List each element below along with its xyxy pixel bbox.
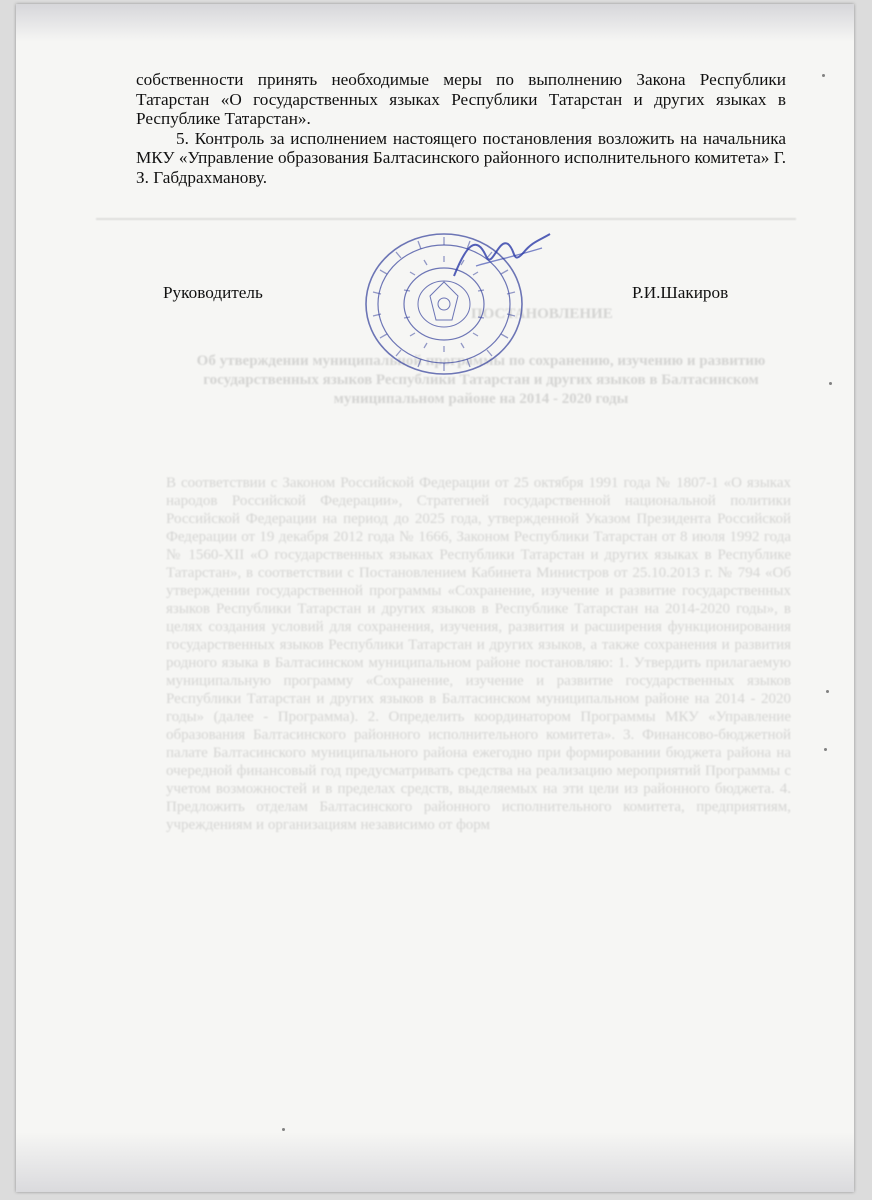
document-page — [16, 4, 854, 1192]
bleed-through-title: ПОСТАНОВЛЕНИЕ — [471, 306, 613, 322]
bleed-through-heading: Об утверждении муниципальной программы по сохранению, изучению и развитию государственных языков Республики Татарстан и других языков в Балтасинском муниципальном районе на 2014 - 2020 годы — [196, 353, 766, 407]
scan-shadow-top — [16, 4, 854, 42]
paragraph-continuation: собственности принять необходимые меры по выполнению Закона Республики Татарстан «О государственных языках Республики Татарстан и других языках в Республике Татарстан». — [136, 70, 786, 128]
bleed-through-body: В соответствии с Законом Российской Федерации от 25 октября 1991 года № 1807-1 «О языках народов Российской Федерации», Стратегией государственной национальной политики Российской Федерации на период до 2025 года, утвержденной Указом Президента Российской Федерации от 19 декабря 2012 года № 1666, Законом Республики Татарстан от 8 июля 1992 года № 1560-XII «О государственных языках Республики Татарстан и других языках в Республике Татарстан», в соответствии с Постановлением Кабинета Министров от 25.10.2013 г. № 794 «Об утверждении государственной программы «Сохранение, изучение и развитие государственных языков Республики Татарстан и других языков в Республике Татарстан на 2014-2020 годы», в целях создания условий для сохранения, изучения, развития и расширения функционирования государственных языков Республики Татарстан и других языков, а также сохранения и развития родного языка в Балтасинском муниципальном районе постановляю: 1. Утвердить прилагаемую муниципальную программу «Сохранение, изучение и развитие государственных языков Республики Татарстан и других языков в Балтасинском муниципальном районе на 2014 - 2020 годы» (далее - Программа). 2. Определить координатором Программы МКУ «Управление образования Балтасинского районного исполнительного комитета». 3. Финансово-бюджетной палате Балтасинского муниципального района ежегодно при формировании бюджета района на очередной финансовый год предусматривать средства на реализацию мероприятий Программы с учетом возможностей и в пределах средств, выделяемых на эти цели из районного бюджета. 4. Предложить отделам Балтасинского районного исполнительного комитета, предприятиям, учреждениям и организациям независимо от форм — [166, 475, 791, 833]
scan-speck — [829, 382, 832, 385]
paragraph-5: 5. Контроль за исполнением настоящего постановления возложить на начальника МКУ «Управление образования Балтасинского районного исполнительного комитета» Г. З. Габдрахманову. — [136, 128, 786, 187]
signer-name: Р.И.Шакиров — [632, 283, 729, 302]
scan-speck — [826, 690, 829, 693]
document-body — [136, 70, 786, 187]
scan-shadow-bottom — [16, 1132, 854, 1192]
handwritten-signature — [446, 226, 556, 286]
signature-role: Руководитель — [163, 283, 263, 302]
scan-speck — [824, 748, 827, 751]
bleed-through-rule — [96, 218, 796, 220]
scan-speck — [282, 1128, 285, 1131]
scan-speck — [822, 74, 825, 77]
